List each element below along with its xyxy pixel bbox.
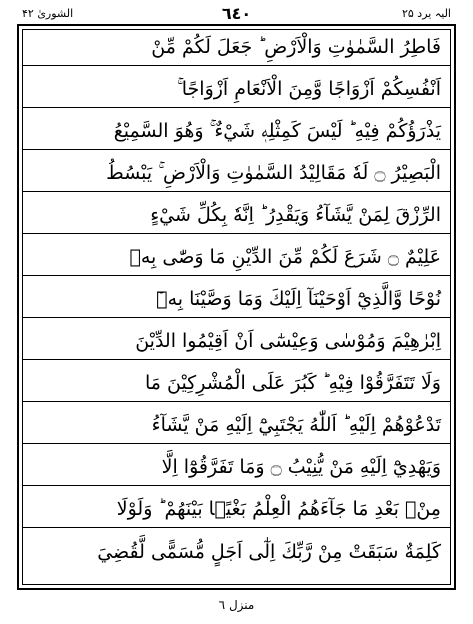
verse-line: عَلِيْمٌ ۝ شَرَعَ لَكُمْ مِّنَ الدِّيْنِ مَا وَصّٰى بِهٖ <box>22 239 451 276</box>
page-number: ٦٤٠ <box>221 4 252 23</box>
verse-line: مِنْۢ بَعْدِ مَا جَآءَهُمُ الْعِلْمُ بَغْيًۢا بَيْنَهُمْ ؕ وَلَوْلَا <box>22 491 451 528</box>
verse-line: الرِّزْقَ لِمَنْ يَّشَآءُ وَيَقْدِرُ ؕ اِنَّهٗ بِكُلِّ شَيْءٍ <box>22 197 451 234</box>
verse-lines <box>22 29 451 585</box>
verse-line: نُوْحًا وَّالَّذِيْٓ اَوْحَيْنَآ اِلَيْكَ وَمَا وَصَّيْنَا بِهٖٓ <box>22 281 451 318</box>
verse-line: اَنْفُسِكُمْ اَزْوَاجًا وَّمِنَ الْاَنْعَامِ اَزْوَاجًا ۚ <box>22 71 451 108</box>
verse-line: وَلَا تَتَفَرَّقُوْا فِيْهِ ؕ كَبُرَ عَلَى الْمُشْرِكِيْنَ مَا <box>22 365 451 402</box>
verse-line: وَيَهْدِيْٓ اِلَيْهِ مَنْ يُّنِيْبُ ۝ وَمَا تَفَرَّقُوْٓا اِلَّا <box>22 449 451 486</box>
verse-line: الْبَصِيْرُ ۝ لَهٗ مَقَالِيْدُ السَّمٰوٰتِ وَالْاَرْضِ ۚ يَبْسُطُ <box>22 155 451 192</box>
verse-line: يَذْرَؤُكُمْ فِيْهِ ؕ لَيْسَ كَمِثْلِهٖ شَيْءٌ ۚ وَهُوَ السَّمِيْعُ <box>22 113 451 150</box>
juz-name-header: الیہ یرد ۲۵ <box>401 7 451 20</box>
surah-name-header: الشوریٰ ۴۲ <box>22 7 74 20</box>
verse-line: فَاطِرُ السَّمٰوٰتِ وَالْاَرْضِ ؕ جَعَلَ لَكُمْ مِّنْ <box>22 29 451 66</box>
verse-line: اِبْرٰهِيْمَ وَمُوْسٰى وَعِيْسٰٓى اَنْ اَقِيْمُوا الدِّيْنَ <box>22 323 451 360</box>
verse-line: كَلِمَةٌ سَبَقَتْ مِنْ رَّبِّكَ اِلٰٓى اَجَلٍ مُّسَمًّى لَّقُضِيَ <box>97 540 441 563</box>
verse-line: تَدْعُوْهُمْ اِلَيْهِ ؕ اَللّٰهُ يَجْتَبِيْٓ اِلَيْهِ مَنْ يَّشَآءُ <box>22 407 451 444</box>
manzil-footer: منزل ٦ <box>218 598 255 612</box>
